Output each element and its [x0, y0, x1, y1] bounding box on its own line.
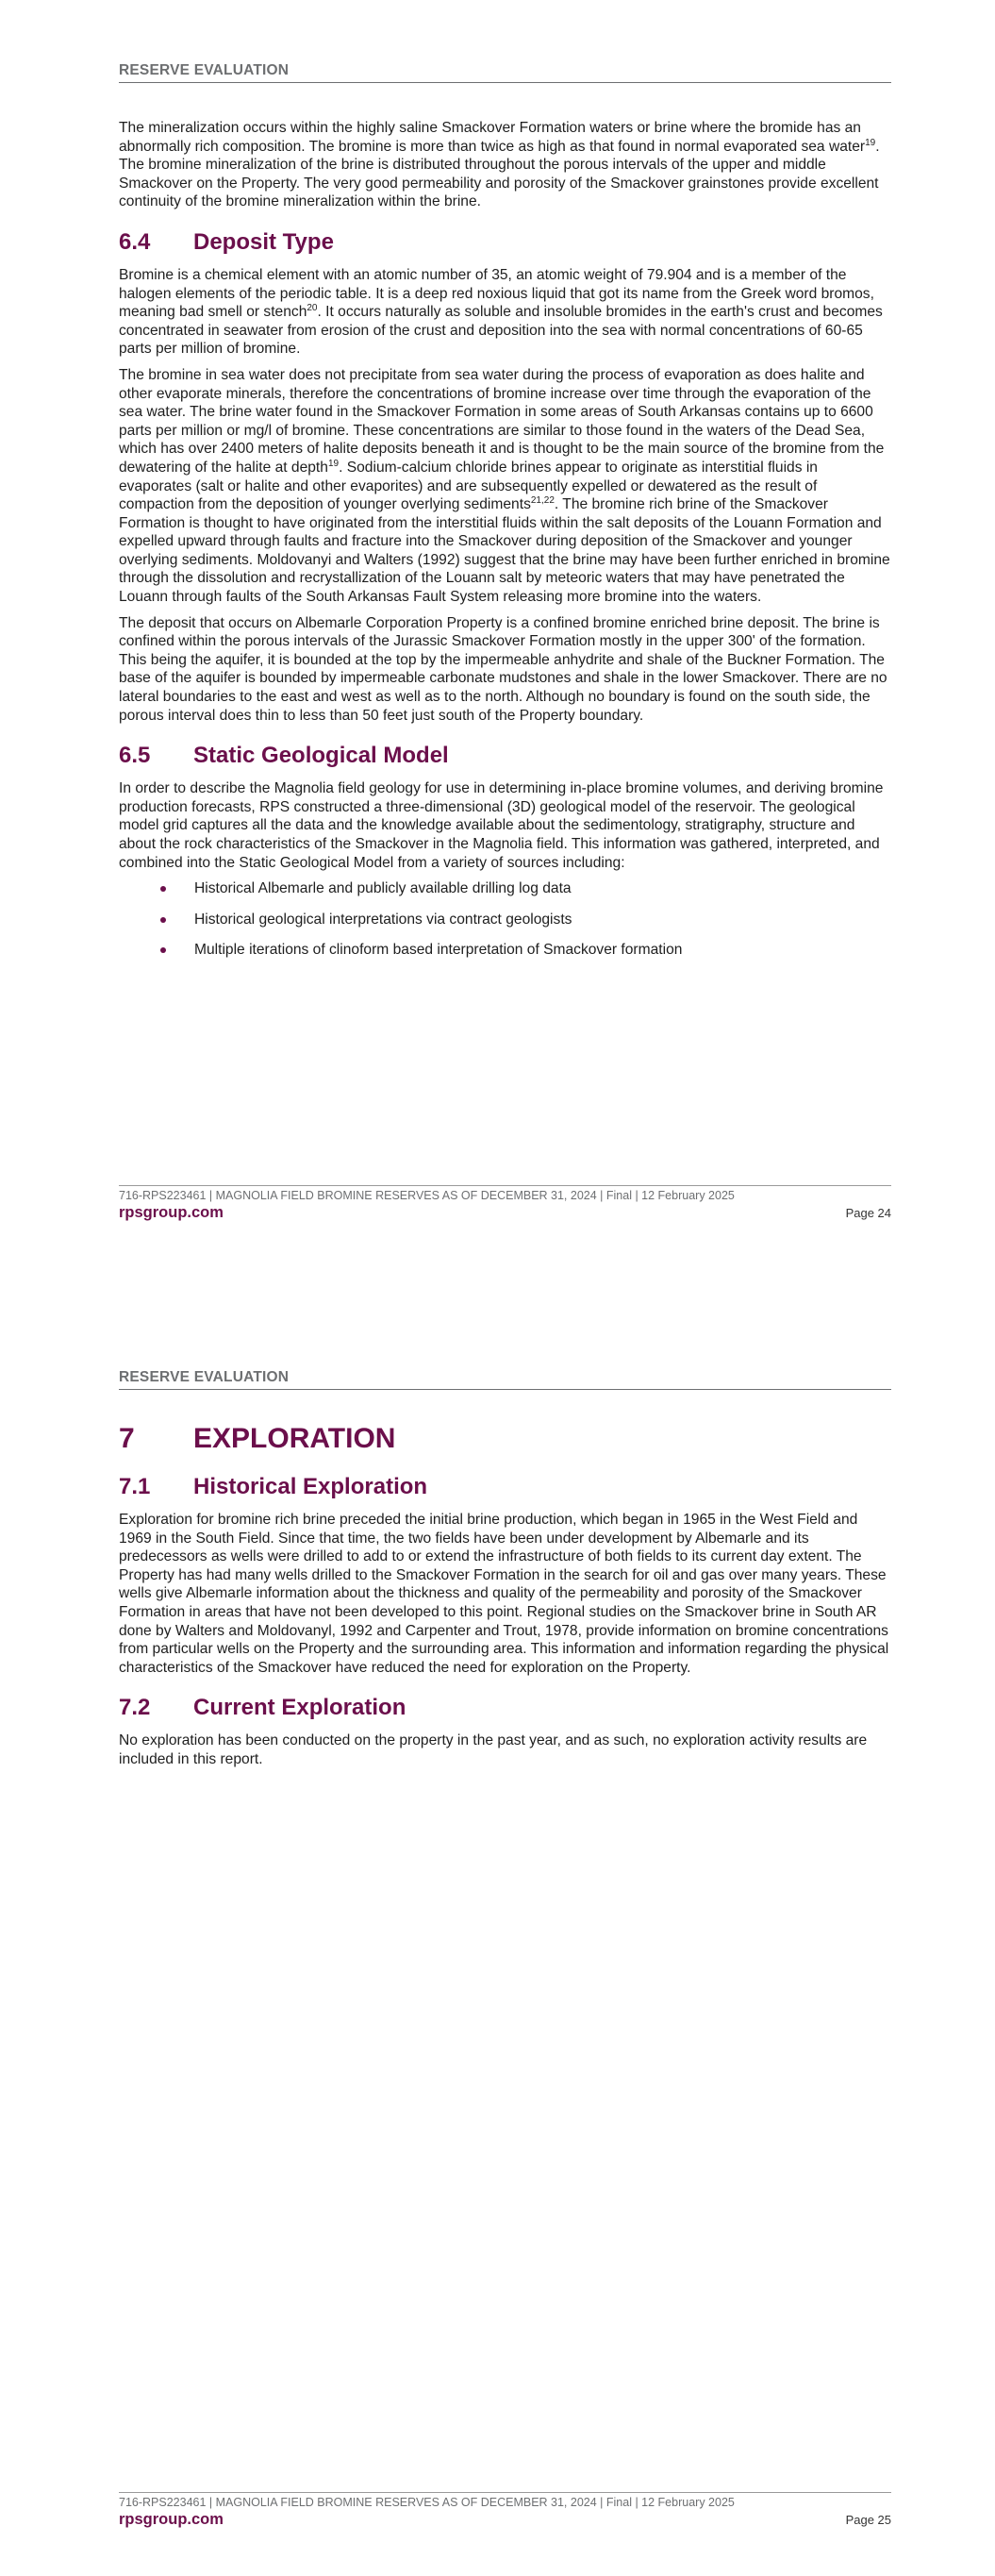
running-header: RESERVE EVALUATION: [119, 62, 891, 83]
footnote-ref: 19: [327, 458, 340, 469]
footer-divider: [119, 1185, 891, 1186]
section-number: 7.2: [119, 1695, 151, 1721]
chapter-heading-7: [119, 1422, 891, 1456]
footer-reference: 716-RPS223461 | MAGNOLIA FIELD BROMINE RESERVES AS OF DECEMBER 31, 2024 | Final | 12 February 2025: [119, 2496, 735, 2509]
bullet-icon: [160, 947, 166, 953]
section-number: 6.5: [119, 743, 151, 769]
section-title: Current Exploration: [193, 1695, 406, 1721]
bullet-icon: [160, 917, 166, 923]
page-body: [119, 119, 891, 972]
bullet-list: [119, 879, 891, 960]
list-item: Historical Albemarle and publicly available drilling log data: [119, 879, 891, 898]
paragraph: Bromine is a chemical element with an atomic number of 35, an atomic weight of 79.904 and is a member of the halogen elements of the periodic table. It is a deep red noxious liquid that got its name from the Greek word bromos, meaning bad smell or stench$^{20}$. It occurs naturally as soluble and insoluble bromides in the earth's crust and becomes concentrated in seawater from erosion of the crust and deposition into the sea with normal concentrations of 60-65 parts per million of bromine.: [119, 266, 883, 358]
footer-divider: [119, 2492, 891, 2493]
paragraph: The bromine in sea water does not precipitate from sea water during the process of evaporation as does halite and other evaporate minerals, therefore the concentrations of bromine increase over time through the evaporation of the sea water. The brine water found in the Smackover Formation in some areas of South Arkansas contains up to 6600 parts per million or mg/l of bromine. These concentrations are similar to those found in the waters of the Dead Sea, which has over 2400 meters of halite deposits beneath it and is thought to be the main source of the bromine from the dewatering of the halite at depth$^{19}$. Sodium-calcium chloride brines appear to originate as interstitial fluids in evaporates (salt or halite and other evaporites) and are subsequently expelled or dewatered as the result of compaction from the deposition of younger overlying sediments$^{21,22}$. The bromine rich brine of the Smackover Formation is thought to have originated from the interstitial fluids within the salt deposits of the Louann Formation and expelled upward through faults and fracture into the Smackover during deposition of the Smackover and younger overlying sediments. Moldovanyi and Walters (1992) suggest that the brine may have been further enriched in bromine through the dissolution and recrystallization of the Louann salt by meteoric waters that may have penetrated the Louann through faults of the South Arkansas Fault System releasing more bromine into the waters.: [119, 366, 890, 606]
page-24: [0, 0, 995, 1255]
page-footer: [119, 1185, 891, 1222]
section-number: 7.1: [119, 1474, 151, 1499]
page-number: Page 25: [845, 2513, 891, 2527]
running-header: RESERVE EVALUATION: [119, 1369, 891, 1390]
footer-website-link[interactable]: rpsgroup.com: [119, 1204, 224, 1221]
paragraph: Exploration for bromine rich brine preceded the initial brine production, which began in 1965 in the West Field and 1969 in the South Field. Since that time, the two fields have been under development by Albemarle and its predecessors as wells were drilled to add to or extend the infrastructure of both fields to its current day extent. The Property has had many wells drilled to the Smackover Formation in the search for oil and gas over many years. These wells give Albemarle information about the thickness and quality of the permeability and porosity of the Smackover Formation in areas that have not been developed to this point. Regional studies on the Smackover brine in South AR done by Walters and Moldovanyl, 1992 and Carpenter and Trout, 1978, provide information on bromine concentrations from particular wells on the Property and the surrounding area. This information and information regarding the physical characteristics of the Smackover have reduced the need for exploration on the Property.: [119, 1512, 889, 1676]
section-heading-6-4: [119, 228, 891, 257]
paragraph: In order to describe the Magnolia field geology for use in determining in-place bromine volumes, and deriving bromine production forecasts, RPS constructed a three-dimensional (3D) geological model of the reservoir. The geological model grid captures all the data and the knowledge available about the sedimentology, stratigraphy, structure and about the rock characteristics of the Smackover in the Magnolia field. This information was gathered, interpreted, and combined into the Static Geological Model from a variety of sources including:: [119, 780, 884, 871]
footnote-ref: 19: [865, 137, 876, 148]
section-title: Deposit Type: [193, 228, 334, 255]
footnote-ref: 21,22: [530, 495, 555, 507]
paragraph: No exploration has been conducted on the property in the past year, and as such, no exploration activity results are included in this report.: [119, 1732, 868, 1767]
list-item: Multiple iterations of clinoform based interpretation of Smackover formation: [119, 941, 891, 960]
section-heading-7-2: [119, 1694, 891, 1722]
footnote-ref: 20: [307, 303, 318, 314]
footer-reference: 716-RPS223461 | MAGNOLIA FIELD BROMINE RESERVES AS OF DECEMBER 31, 2024 | Final | 12 February 2025: [119, 1189, 735, 1202]
bullet-icon: [160, 886, 166, 892]
section-heading-7-1: [119, 1473, 891, 1501]
page-footer: [119, 2492, 891, 2529]
section-heading-6-5: [119, 742, 891, 770]
page-body: [119, 1422, 891, 1777]
list-item: Historical geological interpretations via contract geologists: [119, 911, 891, 929]
chapter-title: EXPLORATION: [193, 1423, 396, 1454]
intro-paragraph: The mineralization occurs within the highly saline Smackover Formation waters or brine where the bromide has an abnormally rich composition. The bromine is more than twice as high as that found in normal evaporated sea water$^{19}$. The bromine mineralization of the brine is distributed throughout the porous intervals of the upper and middle Smackover on the Property. The very good permeability and porosity of the Smackover grainstones provide excellent continuity of the bromine mineralization within the brine.: [119, 120, 880, 210]
page-25: [0, 1307, 995, 2576]
section-title: Static Geological Model: [193, 743, 449, 769]
section-number: 6.4: [119, 228, 151, 255]
paragraph: The deposit that occurs on Albemarle Corporation Property is a confined bromine enriched brine deposit. The brine is confined within the porous intervals of the Jurassic Smackover Formation mostly in the upper 300' of the formation. This being the aquifer, it is bounded at the top by the impermeable anhydrite and shale of the Buckner Formation. The base of the aquifer is bounded by impermeable carbonate mudstones and shale in the lower Smackover. There are no lateral boundaries to the east and west as well as to the north. Although no boundary is found on the south side, the porous interval does thin to less than 50 feet just south of the Property boundary.: [119, 614, 887, 724]
section-title: Historical Exploration: [193, 1474, 428, 1499]
chapter-number: 7: [119, 1423, 135, 1454]
footer-website-link[interactable]: rpsgroup.com: [119, 2511, 224, 2528]
page-number: Page 24: [845, 1206, 891, 1220]
